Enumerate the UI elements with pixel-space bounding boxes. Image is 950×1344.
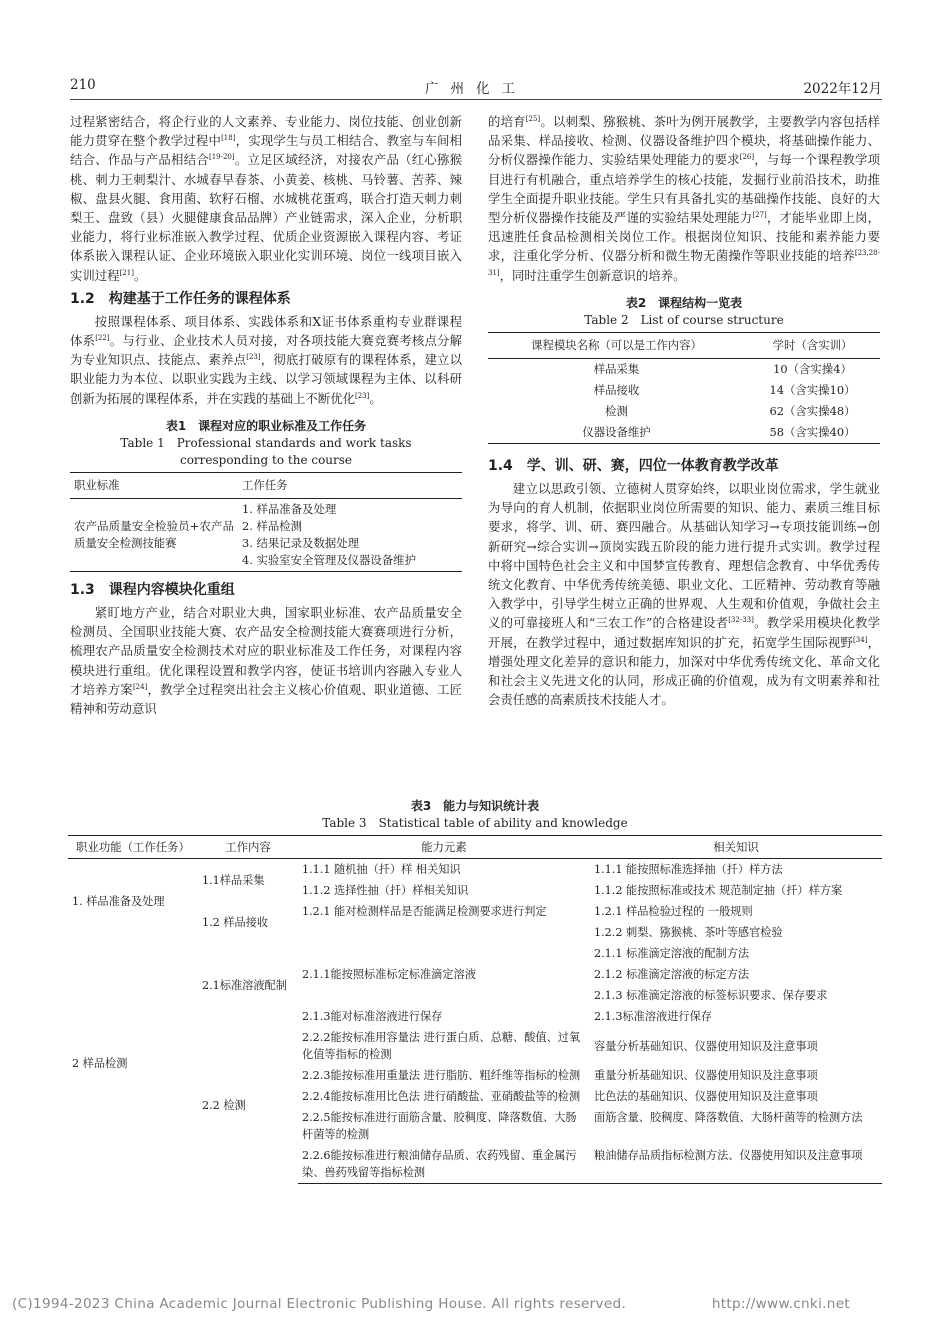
table-cell: 2.1.3 标准滴定溶液的标签标识要求、保存要求 <box>594 989 828 1002</box>
table-cell: 1.1样品采集 <box>202 873 265 887</box>
table-3-header: 职业功能（工作任务） <box>68 836 198 859</box>
right-column <box>488 112 880 709</box>
running-header <box>70 77 882 100</box>
table-1-caption-en: Table 1 Professional standards and work tasks corresponding to the course <box>120 435 412 467</box>
table-row <box>488 380 880 401</box>
table-row <box>488 401 880 422</box>
table-cell: 1.1.1 能按照标准选择抽（扦）样方法 <box>594 863 783 876</box>
copyright-footer <box>12 1296 950 1312</box>
table-2-caption-en: Table 2 List of course structure <box>584 312 784 327</box>
table-cell: 粮油储存品质指标检测方法、仪器使用知识及注意事项 <box>590 1145 882 1184</box>
section-heading-1-2: 1.2 构建基于工作任务的课程体系 <box>70 290 291 307</box>
table-1-cell: 农产品质量安全检验员+农产品质量安全检测技能赛 <box>70 499 238 572</box>
table-cell: 2.1.1能按照标准标定标准滴定溶液 <box>302 968 476 981</box>
section-heading-1-4: 1.4 学、训、研、赛，四位一体教育教学改革 <box>488 458 779 475</box>
table-cell: 62（含实操48） <box>769 404 856 419</box>
table-cell: 2.2.6能按标准进行粮油储存品质、农药残留、重金属污染、兽药残留等指标检测 <box>298 1145 590 1184</box>
paragraph: 的培育[25]。以刺梨、猕猴桃、茶叶为例开展教学，主要教学内容包括样品采集、样品接收、检测、仪器设备维护四个模块，将基础操作能力、分析仪器操作能力、实验结果处理能力的要求[26]，与每一个课程教学项目进行有机融合，重点培养学生的核心技能，发掘行业前沿技术，助推学生全面提升职业技能。学生只有具备扎实的基础操作技能、良好的大型分析仪器操作技能及严谨的实验结果处理能力[27]，才能毕业即上岗，迅速胜任食品检测相关岗位工作。根据岗位知识、技能和素养能力要求，注重化学分析、仪器分析和微生物无菌操作等职业技能的培养[23,28-31]，同时注重学生创新意识的培养。 <box>488 114 881 283</box>
table-cell <box>298 943 590 964</box>
table-3-header: 工作内容 <box>198 836 298 859</box>
table-cell: 2.1标准溶液配制 <box>202 978 287 992</box>
table-row <box>68 943 882 964</box>
table-3 <box>68 798 882 1184</box>
table-cell: 重量分析基础知识、仪器使用知识及注意事项 <box>594 1069 818 1082</box>
table-cell: 容量分析基础知识、仪器使用知识及注意事项 <box>594 1039 818 1053</box>
table-cell: 2.1.2 标准滴定溶液的标定方法 <box>594 968 750 981</box>
table-cell: 2.2.5能按标准进行面筋含量、胶稠度、降落数值、大肠杆菌等的检测 <box>302 1111 577 1141</box>
table-cell: 1.2.1 样品检验过程的 一般规则 <box>594 905 753 918</box>
table-row <box>488 359 880 381</box>
table-cell: 检测 <box>605 404 628 419</box>
table-row <box>488 422 880 444</box>
task-item: 4. 实验室安全管理及仪器设备维护 <box>242 553 416 568</box>
table-cell: 2.2 检测 <box>202 1098 246 1112</box>
table-cell: 1.2.2 刺梨、猕猴桃、茶叶等感官检验 <box>594 926 783 939</box>
table-cell: 2.2.4能按标准用比色法 进行硝酸盐、亚硝酸盐等的检测 <box>302 1090 581 1103</box>
issue-date: 2022年12月 <box>803 81 882 97</box>
table-1-header: 工作任务 <box>238 472 462 498</box>
table-1 <box>70 418 462 572</box>
table-2-caption-zh: 表2 课程结构一览表 <box>625 295 743 310</box>
table-3-caption-en: Table 3 Statistical table of ability and knowledge <box>322 816 628 830</box>
table-cell: 1.1.2 选择性抽（扦）样相关知识 <box>302 884 469 897</box>
cnki-link[interactable]: http://www.cnki.net <box>711 1296 850 1312</box>
table-3-header: 能力元素 <box>298 836 590 859</box>
table-cell: 10（含实操4） <box>773 362 852 377</box>
table-3-header: 相关知识 <box>590 836 882 859</box>
table-1-header: 职业标准 <box>70 472 238 498</box>
table-cell: 样品采集 <box>593 362 640 377</box>
paragraph: 紧盯地方产业，结合对职业大典，国家职业标准、农产品质量安全检测员、全国职业技能大赛、农产品安全检测技能大赛赛项进行分析，梳理农产品质量安全检测技术对应的职业标准及工作任务，对课程内容模块进行重组。优化课程设置和教学内容，使证书培训内容融入专业人才培养方案[24]，教学全过程突出社会主义核心价值观、职业道德、工匠精神和劳动意识 <box>70 605 462 717</box>
table-cell: 1.1.1 随机抽（扦）样 相关知识 <box>302 863 461 876</box>
table-2-header: 学时（含实训） <box>745 332 880 358</box>
table-cell: 1. 样品准备及处理 <box>72 894 165 908</box>
paragraph: 按照课程体系、项目体系、实践体系和X证书体系重构专业群课程体系[22]。与行业、企业技术人员对接，对各项技能大赛竞赛考核点分解为专业知识点、技能点、素养点[23]，彻底打破原有的课程体系，建立以职业能力为本位、以职业实践为主线、以学习领域课程为主体、以科研创新为拓展的课程体系，并在实践的基础上不断优化[23]。 <box>70 313 463 406</box>
paragraph: 建立以思政引领、立德树人贯穿始终，以职业岗位需求，学生就业为导向的育人机制，依据职业岗位所需要的知识、能力、素质三维目标要求，将学、训、研、赛四融合。从基础认知学习→专项技能训练→创新研究→综合实训→顶岗实践五阶段的能力进行提升式实训。教学过程中将中国特色社会主义和中国梦宣传教育、理想信念教育、中华优秀传统文化教育、中华优秀传统美德、职业文化、工匠精神、劳动教育等融入教学中，引导学生树立正确的世界观、人生观和价值观，争做社会主义的可靠接班人和“三农工作”的合格建设者[32-33]。教学采用模块化教学开展，在教学过程中，通过数据库知识的扩充，拓宽学生国际视野[34]，增强处理文化差异的意识和能力，加深对中华优秀传统文化、革命文化和社会主义先进文化的认同，形成正确的价值观，成为有文明素养和社会责任感的高素质技术技能人才。 <box>488 481 881 708</box>
task-item: 2. 样品检测 <box>242 519 303 534</box>
paragraph: 过程紧密结合，将企行业的人文素养、专业能力、岗位技能、创业创新能力贯穿在整个教学过程中[18]，实现学生与员工相结合、教室与车间相结合、作品与产品相结合[19-20]。立足区域经济，对接农产品（红心猕猴桃、刺力王刺梨汁、水城春早春茶、小黄姜、核桃、马铃薯、苦荞、辣椒、盘县火腿、食用菌、软籽石榴、水城桃花蛋鸡，联合打造天刺力刺梨王、盘致（县）火腿健康食品品牌）产业链需求，深入企业，分析职业能力，将行业标准嵌入教学过程、优质企业资源嵌入课程内容、考证体系嵌入课程认证、企业环境嵌入职业化实训环境、岗位一线项目嵌入实训过程[21]。 <box>70 114 463 283</box>
table-cell: 1.2.1 能对检测样品是否能满足检测要求进行判定 <box>302 905 547 918</box>
table-cell: 2.2.2能按标准用容量法 进行蛋白质、总糖、酸值、过氧化值等指标的检测 <box>302 1031 581 1061</box>
table-1-caption-zh: 表1 课程对应的职业标准及工作任务 <box>165 418 367 433</box>
table-cell: 样品接收 <box>593 383 640 398</box>
table-2-header: 课程模块名称（可以是工作内容） <box>488 332 745 358</box>
table-2 <box>488 295 880 444</box>
table-cell <box>298 985 590 1006</box>
table-cell: 1.2 样品接收 <box>202 915 269 929</box>
table-cell: 2.2.3能按标准用重量法 进行脂肪、粗纤维等指标的检测 <box>302 1069 581 1082</box>
table-cell: 2.1.1 标准滴定溶液的配制方法 <box>594 947 750 960</box>
table-cell: 2 样品检测 <box>72 1056 128 1070</box>
table-cell: 面筋含量、胶稠度、降落数值、大肠杆菌等的检测方法 <box>594 1111 863 1124</box>
table-cell: 仪器设备维护 <box>488 422 745 444</box>
page-number: 210 <box>70 77 96 93</box>
copyright-text: (C)1994-2023 China Academic Journal Electronic Publishing House. All rights reserved. <box>12 1296 627 1312</box>
table-1-tasks <box>238 499 462 572</box>
table-cell: 2.1.3标准溶液进行保存 <box>594 1010 712 1023</box>
table-3-caption-zh: 表3 能力与知识统计表 <box>410 799 540 813</box>
journal-title: 广州化工 <box>425 81 527 97</box>
table-cell: 2.1.3能对标准溶液进行保存 <box>302 1010 443 1023</box>
table-row <box>68 859 882 881</box>
section-heading-1-3: 1.3 课程内容模块化重组 <box>70 582 235 599</box>
table-cell: 58（含实操40） <box>745 422 880 444</box>
left-column <box>70 112 462 718</box>
table-cell: 1.1.2 能按照标准或技术 规范制定抽（扦）样方案 <box>594 884 843 897</box>
table-cell: 14（含实操10） <box>769 383 856 398</box>
table-cell: 比色法的基础知识、仪器使用知识及注意事项 <box>594 1090 818 1103</box>
task-item: 3. 结果记录及数据处理 <box>242 536 360 551</box>
task-item: 1. 样品准备及处理 <box>242 502 337 517</box>
